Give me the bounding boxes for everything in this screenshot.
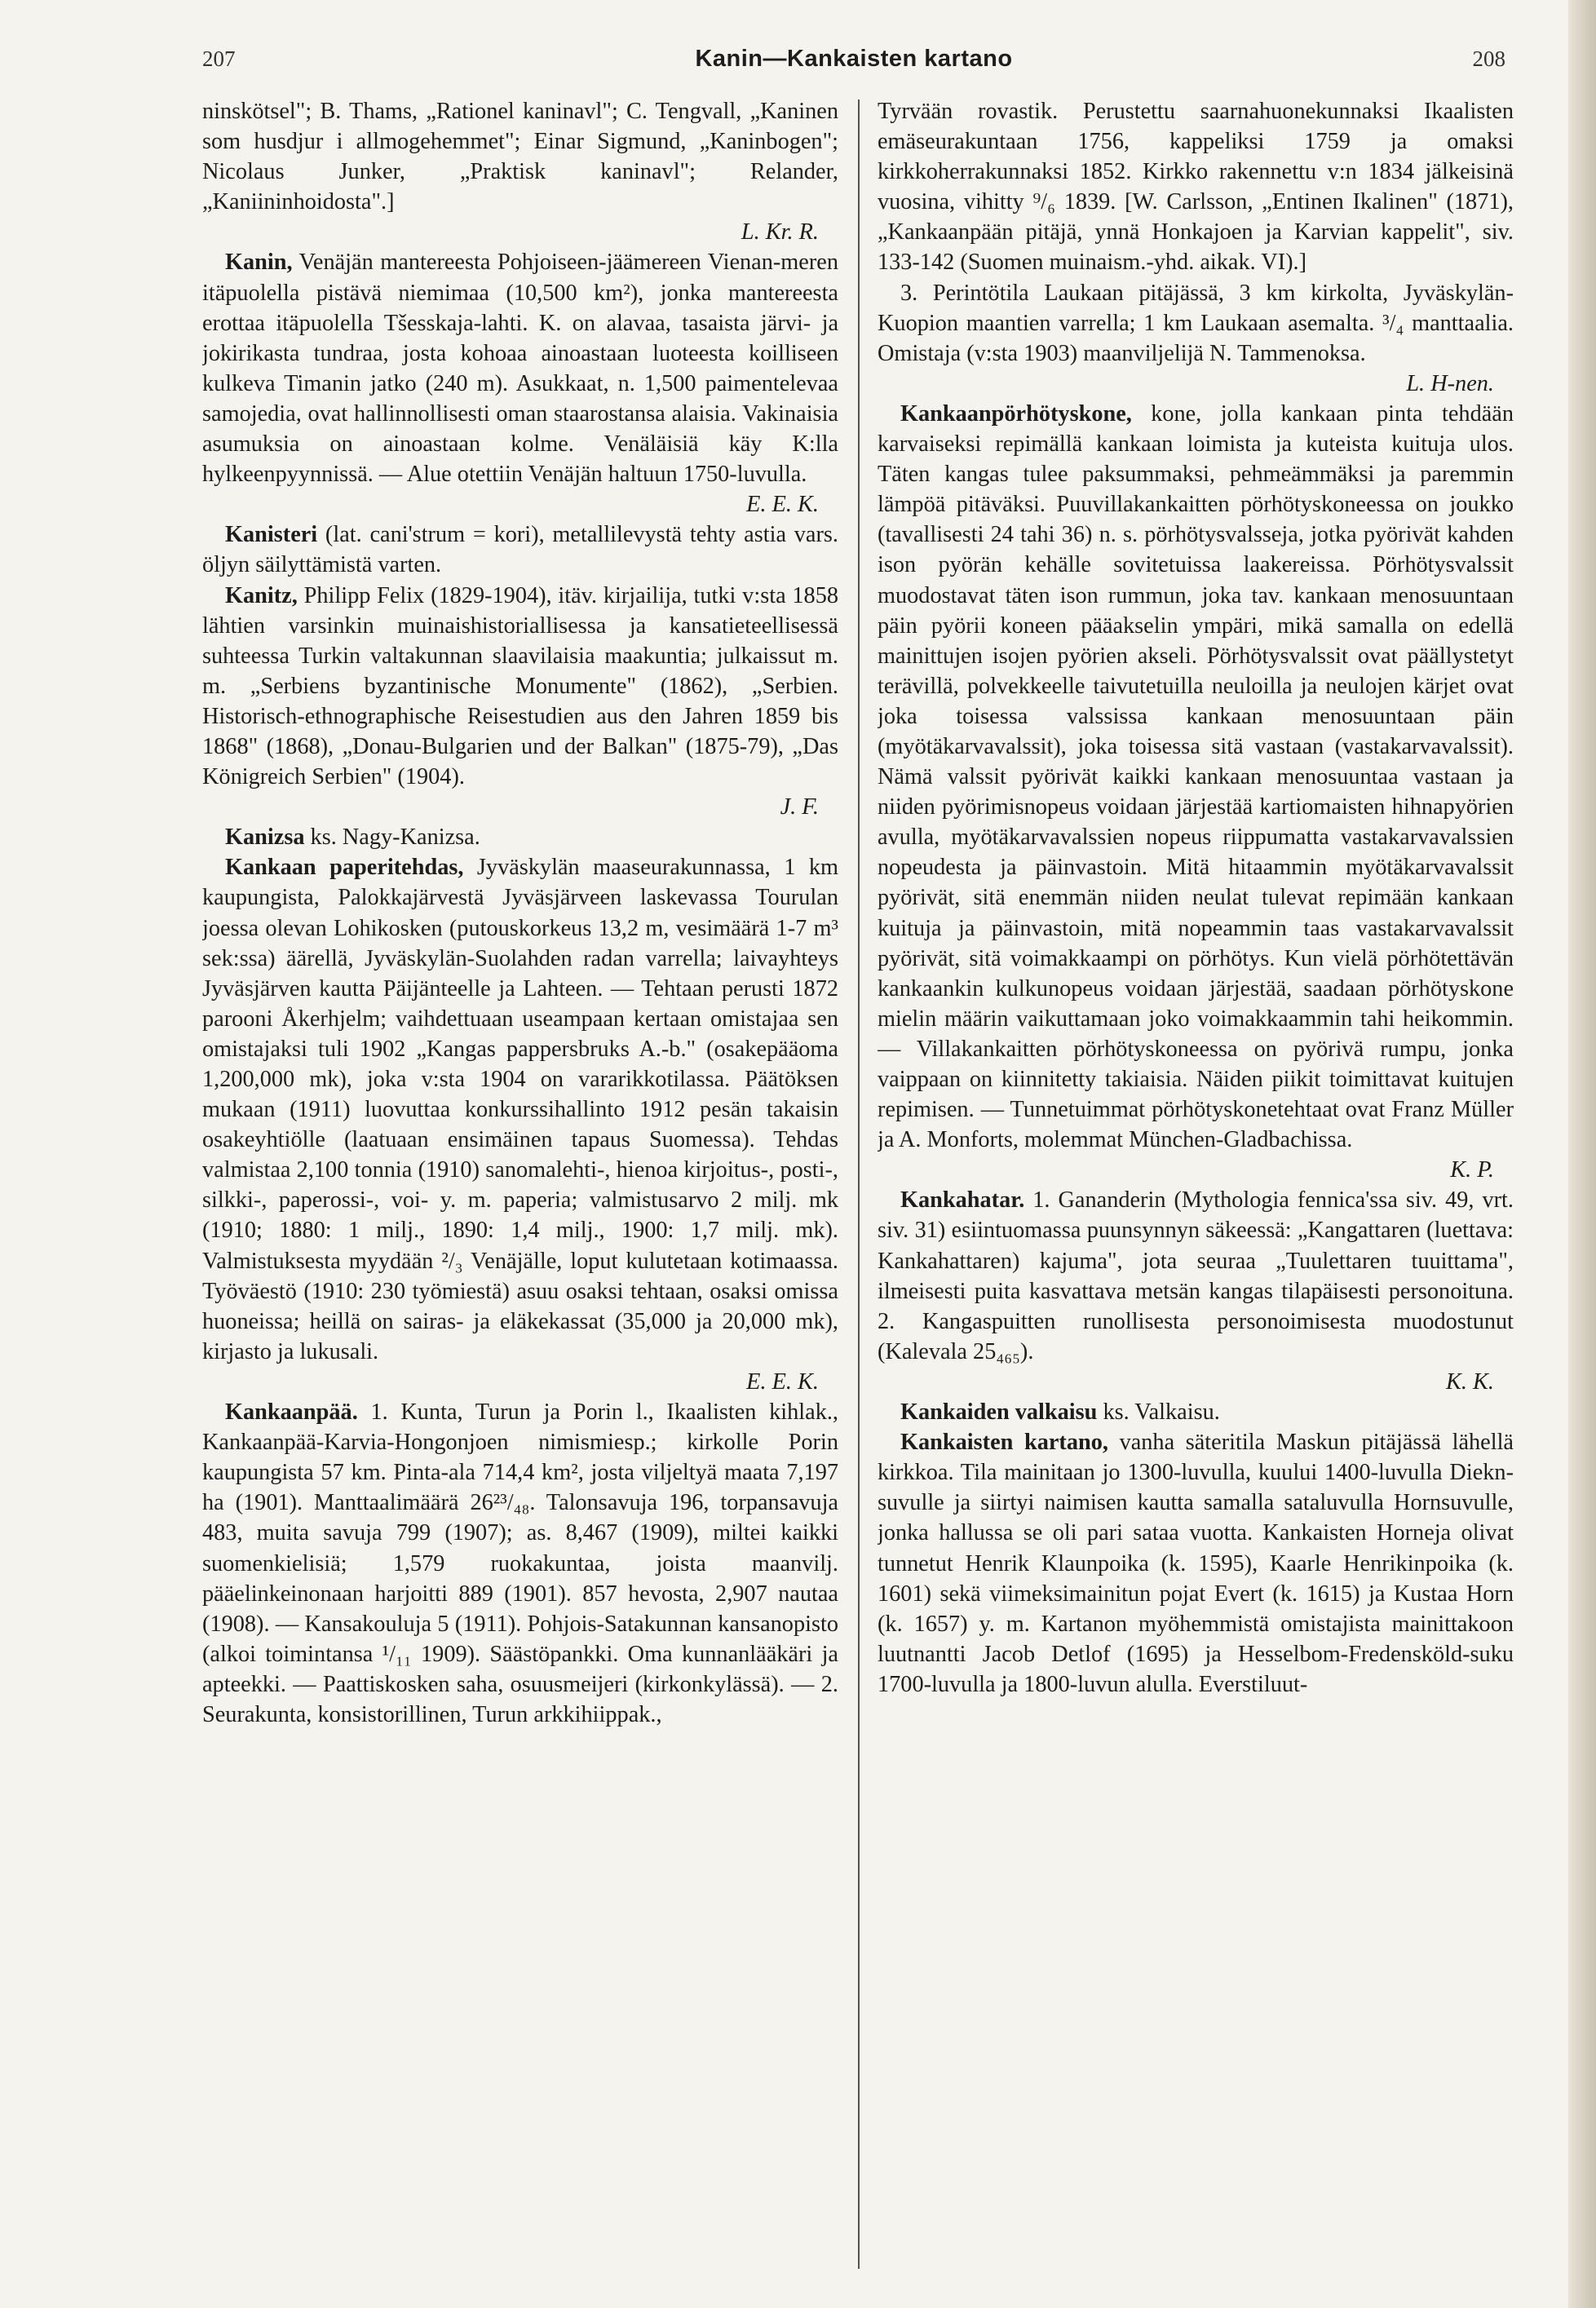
entry-text: 1. Gananderin (Mythologia fennica'ssa siv. 49, vrt. siv. 31) esiintuomassa puunsynnyn säkeessä: „Kangattaren (luettava: Kankahattaren) kajuma", jota seuraa „Tuulettaren tuuittama", ilmeisesti puita kasvattava metsän kangas tilapäisesti personoituna. 2. Kangaspuitten runollisesta personoimisesta muodostunut (Kalevala 25₄₆₅). [878, 1187, 1514, 1364]
page-number-right: 208 [1472, 46, 1505, 71]
entry-kanisteri [202, 520, 838, 580]
entry-headword: Kankaisten kartano, [900, 1430, 1108, 1456]
column-divider [858, 99, 860, 2269]
entry-signature: E. E. K. [746, 492, 819, 518]
entry-headword: Kankaanpää. [225, 1399, 358, 1426]
entry-kankaanpaa [202, 1397, 838, 1730]
entry-text: Venäjän mantereesta Pohjoiseen-jäämereen Vienan-meren itäpuolella pistävä niemimaa (10,500 km²), jonka mantereesta erottaa itäpuolella Tšesskaja-lahti. K. on alavaa, tasaista järvi- ja jokirikasta tundraa, josta kohoaa ainoastaan luoteesta koilliseen kulkeva Timanin jatko (240 m). Asukkaat, n. 1,500 paimentelevaa samojedia, ovat hallinnollisesti oman staarostansa alaisia. Vakinaisia asumuksia on ainoastaan kolme. Venäläisiä käy K:lla hylkeenpyynnissä. — Alue otettiin Venäjän haltuun 1750-luvulla. [202, 250, 838, 488]
entry-kanizsa [202, 822, 838, 852]
entry-kankaiden-valkaisu [878, 1397, 1514, 1427]
entry-kankaanpaa-continued [878, 96, 1514, 278]
running-title: Kanin—Kankaisten kartano [695, 45, 1013, 72]
entry-headword: Kanitz, [225, 582, 298, 608]
entry-text: Tyrvään rovastik. Perustettu saarnahuonekunnaksi Ikaalisten emäseurakuntaan 1756, kappeliksi 1759 ja omaksi kirkkoherrakunnaksi 1852. Kirkko rakennettu v:n 1834 jälkeisinä vuosina, vihitty ⁹/₆ 1839. [W. Carlsson, „Entinen Ikalinen" (1871), „Kankaanpään pitäjä, ynnä Honkajoen ja Karvian kappelit", siv. 133-142 (Suomen muinaism.-yhd. aikak. VI).] [878, 99, 1514, 276]
entry-signature: J. F. [780, 794, 819, 820]
entry-text: Jyväskylän maaseurakunnassa, 1 km kaupungista, Palokkajärvestä Jyväsjärveen laskevassa Tourulan joessa olevan Lohikosken (putouskorkeus 13,2 m, vesimäärä 1-7 m³ sek:ssa) äärellä, Jyväskylän-Suolahden radan varrella; laivayhteys Jyväsjärven kautta Päijänteelle ja Lahteen. — Tehtaan perusti 1872 parooni Åkerhjelm; vaihdettuaan useampaan kertaan omistajaa sen omistajaksi tuli 1902 „Kangas pappersbruks A.-b." (osakepääoma 1,200,000 mk), joka v:sta 1904 on vararikkotilassa. Päätöksen mukaan (1911) luovuttaa konkurssihallinto 1912 pesän takaisin osakeyhtiölle (laatuaan ensimäinen tapaus Suomessa). Tehdas valmistaa 2,100 tonnia (1910) sanomalehti-, hienoa kirjoitus-, posti-, silkki-, paperossi-, voi- y. m. paperia; valmistusarvo 2 milj. mk (1910; 1880: 1 milj., 1890: 1,4 milj., 1900: 1,7 milj. mk). Valmistuksesta myydään ²/₃ Venäjälle, loput kulutetaan kotimaassa. Työväestö (1910: 230 työmiestä) asuu osaksi tehtaan, osaksi omissa huoneissa; heillä on sairas- ja eläkekassat (35,000 ja 20,000 mk), kirjasto ja lukusali. [202, 855, 838, 1364]
entry-signature: K. K. [1446, 1368, 1494, 1395]
page-header [202, 34, 1505, 83]
entry-signature: K. P. [1450, 1157, 1494, 1183]
entry-text: 1. Kunta, Turun ja Porin l., Ikaalisten kihlak., Kankaanpää-Karvia-Hongonjoen nimismiesp.; kirkolle Porin kaupungista 57 km. Pinta-ala 714,4 km², josta viljeltyä maata 7,197 ha (1901). Manttaalimäärä 26²³/₄₈. Talonsavuja 196, torpansavuja 483, muita savuja 799 (1907); as. 8,467 (1909), miltei kaikki suomenkielisiä; 1,579 ruokakuntaa, joista maanvilj. pääelinkeinonaan harjoitti 889 (1901). 857 hevosta, 2,907 nautaa (1908). — Kansakouluja 5 (1911). Pohjois-Satakunnan kansanopisto (alkoi toimintansa ¹/₁₁ 1909). Säästöpankki. Oma kunnanlääkäri ja apteekki. — Paattiskosken saha, osuusmeijeri (kirkonkylässä). — 2. Seurakunta, konsistorillinen, Turun arkkihiippak., [202, 1399, 838, 1727]
page-edge [1568, 0, 1596, 2308]
entry-kanitz [202, 581, 838, 793]
entry-text: kone, jolla kankaan pinta tehdään karvaiseksi repimällä kankaan loimista ja kuteista kuituja ulos. Täten kangas tulee paksummaksi, pehmeämmäksi ja paremmin lämpöä pitäväksi. Puuvillakankaitten pörhötyskoneessa on joukko (tavallisesti 24 tahi 36) n. s. pörhötysvalsseja, jotka pyörivät kahden ison pyörän kehälle sovitetuissa laakereissa. Pörhötysvalssit muodostavat täten ison rummun, joka tav. kankaan menosuuntaan päin pyörii koneen pääakselin ympäri, mikä samalla on edellä mainittujen isojen pyörien akseli. Pörhötysvalssit ovat päällystetyt terävillä, polvekkeelle taivutetuilla neuloilla ja neulojen kärjet ovat joka toisessa valssissa kankaan menosuuntaan päin (myötäkarvavalssit), joka toisessa sitä vastaan (vastakarvavalssit). Nämä valssit pyörivät kaikki kankaan menosuuntaa vastaan ja niiden pyörimisnopeus voidaan järjestää kartiomaisten hihnapyörien avulla, myötäkarvavalssien nopeus riippumatta vastakarvavalssien nopeudesta ja päinvastoin. Mitä hitaammin myötäkarvavalssit pyörivät, sitä enemmän niiden neulat tulevat repimään kankaan kuituja ja päinvastoin, mitä nopeammin taas vastakarvavalssit pyörivät, sitä voimakkaampi on pörhötys. Kun vielä pörhötettävän kankaankin kulkunopeus voidaan järjestää, saadaan pörhötyskone mielin määrin vaikuttamaan joko voimakkaammin tahi heikommin. — Villakankaitten pörhötyskoneessa on pyörivä rumpu, jonka vaippaan on kiinnitetty takiaisia. Näiden piikit toimittavat kuitujen repimisen. — Tunnetuimmat pörhötyskonetehtaat ovat Franz Müller ja A. Monforts, molemmat München-Gladbachissa. [878, 400, 1514, 1153]
left-column [202, 96, 838, 2282]
entry-headword: Kankaanpörhötyskone, [900, 400, 1132, 427]
text-columns [202, 96, 1514, 2282]
entry-kankahatar [878, 1185, 1514, 1367]
entry-headword: Kanin, [225, 250, 293, 276]
entry-headword: Kanizsa [225, 825, 305, 851]
page-number-left: 207 [202, 46, 236, 71]
entry-headword: Kankahatar. [900, 1187, 1025, 1214]
entry-text: (lat. cani'strum = kori), metallilevystä tehty astia vars. öljyn säilyttämistä varten. [202, 522, 838, 578]
entry-kankaanporhotyskone [878, 399, 1514, 1155]
entry-headword: Kankaiden valkaisu [900, 1399, 1098, 1426]
entry-text: vanha säteritila Maskun pitäjässä lähellä kirkkoa. Tila mainitaan jo 1300-luvulla, kuului 1400-luvulla Diekn-suvulle ja siirtyi naimisen kautta samalla sataluvulla Hornsuvulle, jonka hallussa se oli pari sataa vuotta. Kankaisten Horneja olivat tunnetut Henrik Klaunpoika (k. 1595), Kaarle Henrikinpoika (k. 1601) sekä viimeksimainitun pojat Evert (k. 1615) ja Kustaa Horn (k. 1657) y. m. Kartanon myöhemmistä omistajista mainittakoon luutnantti Jacob Detlof (1695) ja Hesselbom-Fredensköld-suku 1700-luvulla ja 1800-luvun alulla. Everstiluut- [878, 1430, 1514, 1697]
entry-headword: Kankaan paperitehdas, [225, 855, 464, 881]
entry-signature: L. H-nen. [1406, 370, 1494, 396]
entry-kankaisten-kartano [878, 1427, 1514, 1700]
entry-signature: E. E. K. [746, 1368, 819, 1395]
entry-kankaan-paperitehdas [202, 852, 838, 1367]
entry-text: 3. Perintötila Laukaan pitäjässä, 3 km kirkolta, Jyväskylän-Kuopion maantien varrella; 1 km Laukaan asemalta. ³/₄ manttaalia. Omistaja (v:sta 1903) maanviljelijä N. Tammenoksa. [878, 280, 1514, 366]
entry-text: ks. Nagy-Kanizsa. [304, 825, 480, 851]
right-column [878, 96, 1514, 2282]
entry-signature: L. Kr. R. [741, 219, 819, 245]
entry-headword: Kanisteri [225, 522, 318, 548]
entry-kaniini-references [202, 96, 838, 217]
entry-text: ninskötsel"; B. Thams, „Rationel kaninavl"; C. Tengvall, „Kaninen som husdjur i allmogehemmet"; Einar Sigmund, „Kaninbogen"; Nicolaus Junker, „Praktisk kaninavl"; Relander, „Kaniininhoidosta".] [202, 99, 838, 215]
entry-text: Philipp Felix (1829-1904), itäv. kirjailija, tutki v:sta 1858 lähtien varsinkin muinaishistoriallisessa ja kansatieteellisessä suhteessa Turkin valtakunnan slaavilaisia maakuntia; julkaissut m. m. „Serbiens byzantinische Monumente" (1862), „Serbien. Historisch-ethnographische Reisestudien aus den Jahren 1859 bis 1868" (1868), „Donau-Bulgarien und der Balkan" (1875-79), „Das Königreich Serbien" (1904). [202, 582, 838, 790]
entry-kankaanpaa-perintotila [878, 278, 1514, 369]
entry-kanin [202, 247, 838, 489]
entry-text: ks. Valkaisu. [1097, 1399, 1220, 1426]
